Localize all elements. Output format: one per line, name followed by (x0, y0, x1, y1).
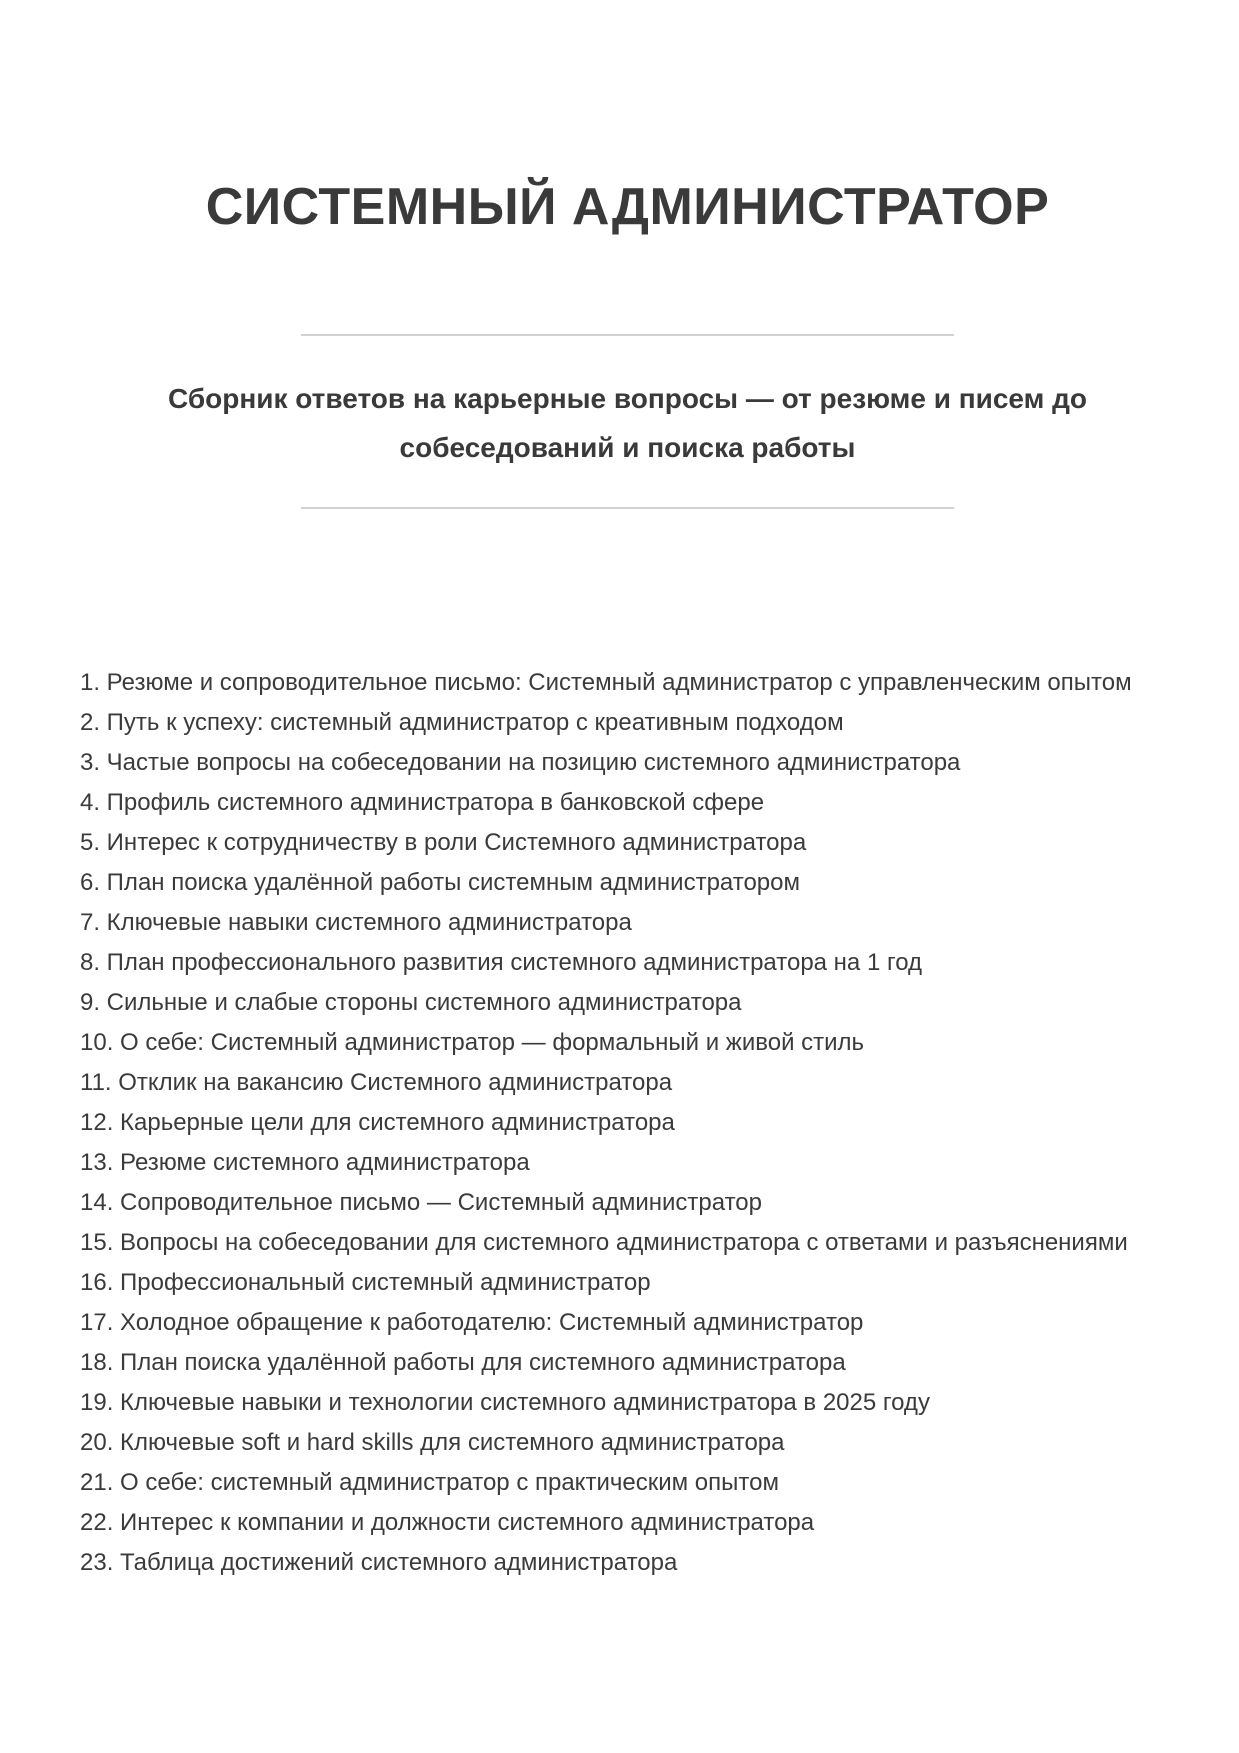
toc-item: 19. Ключевые навыки и технологии системного администратора в 2025 году (80, 1389, 930, 1417)
toc-item: 6. План поиска удалённой работы системным администратором (80, 869, 800, 897)
toc-item: 12. Карьерные цели для системного администратора (80, 1109, 675, 1137)
toc-item: 2. Путь к успеху: системный администратор с креативным подходом (80, 709, 844, 737)
toc-item: 17. Холодное обращение к работодателю: Системный администратор (80, 1309, 864, 1337)
toc-item: 15. Вопросы на собеседовании для системного администратора с ответами и разъяснениями (80, 1229, 1128, 1257)
toc-item: 7. Ключевые навыки системного администратора (80, 909, 632, 937)
toc-item: 14. Сопроводительное письмо — Системный администратор (80, 1189, 762, 1217)
toc-item: 20. Ключевые soft и hard skills для системного администратора (80, 1429, 785, 1457)
page-title: СИСТЕМНЫЙ АДМИНИСТРАТОР (205, 178, 1050, 236)
document-page (80, 0, 1175, 1583)
toc-item: 3. Частые вопросы на собеседовании на позицию системного администратора (80, 749, 961, 777)
toc-item: 8. План профессионального развития системного администратора на 1 год (80, 949, 923, 977)
divider-bottom (301, 507, 954, 509)
toc-item: 18. План поиска удалённой работы для системного администратора (80, 1349, 846, 1377)
toc-item: 23. Таблица достижений системного администратора (80, 1549, 678, 1577)
divider-top (301, 334, 954, 336)
toc-item: 11. Отклик на вакансию Системного администратора (80, 1069, 673, 1097)
page-subtitle: Сборник ответов на карьерные вопросы — от резюме и писем до собеседований и поиска работы (168, 383, 1087, 464)
toc-item: 5. Интерес к сотрудничеству в роли Системного администратора (80, 829, 807, 857)
toc-item: 10. О себе: Системный администратор — формальный и живой стиль (80, 1029, 865, 1057)
toc-item: 13. Резюме системного администратора (80, 1149, 530, 1177)
toc-list (80, 663, 1175, 1583)
toc-item: 16. Профессиональный системный администратор (80, 1269, 651, 1297)
toc-item: 22. Интерес к компании и должности системного администратора (80, 1509, 815, 1537)
toc-item: 9. Сильные и слабые стороны системного администратора (80, 989, 742, 1017)
toc-item: 4. Профиль системного администратора в банковской сфере (80, 789, 765, 817)
toc-item: 1. Резюме и сопроводительное письмо: Системный администратор с управленческим опытом (80, 669, 1132, 697)
toc-item: 21. О себе: системный администратор с практическим опытом (80, 1469, 779, 1497)
